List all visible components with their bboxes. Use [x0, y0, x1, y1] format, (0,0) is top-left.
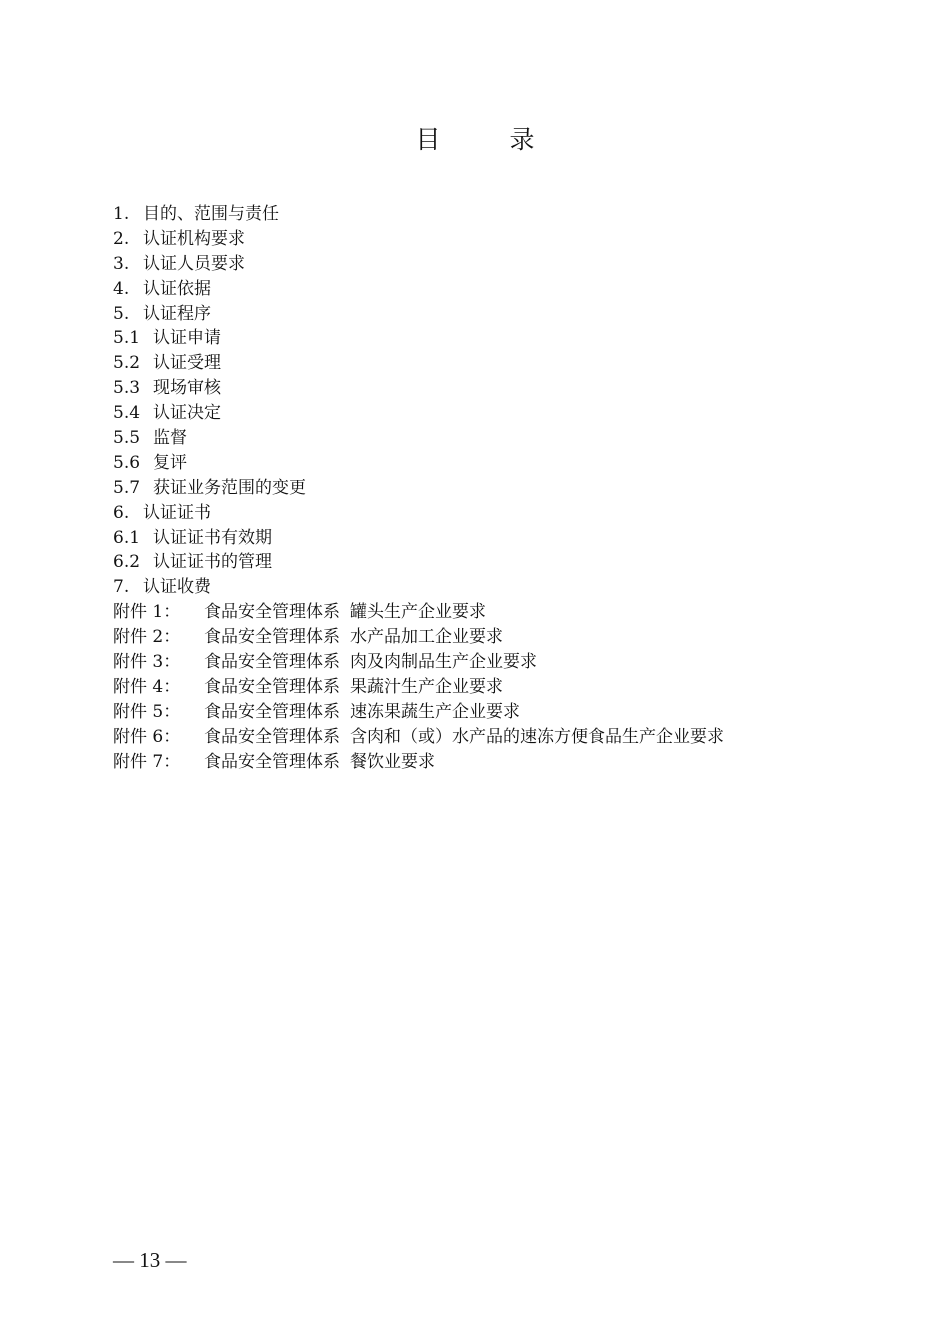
appendix-system: 食品安全管理体系	[204, 652, 340, 673]
appendix-entry	[113, 700, 873, 725]
appendix-title: 速冻果蔬生产企业要求	[350, 701, 520, 722]
entry-title: 认证证书的管理	[153, 552, 272, 573]
entry-number: 2.	[113, 228, 130, 249]
entry-title: 认证申请	[153, 328, 221, 349]
toc-entry	[113, 277, 873, 302]
toc-entry	[113, 326, 873, 351]
appendix-title: 果蔬汁生产企业要求	[350, 676, 503, 697]
toc-entry	[113, 302, 873, 327]
page-title: 目 录	[415, 125, 557, 154]
entry-number: 5.5	[113, 428, 141, 449]
entry-title: 认证程序	[143, 303, 211, 324]
appendix-label: 附件 3：	[113, 652, 181, 673]
appendix-title: 水产品加工企业要求	[350, 627, 503, 648]
toc-entry	[113, 550, 873, 575]
entry-number: 5.	[113, 303, 130, 324]
entry-number: 3.	[113, 253, 130, 274]
entry-title: 目的、范围与责任	[143, 204, 279, 224]
appendix-title: 罐头生产企业要求	[350, 602, 486, 623]
toc-entry	[113, 501, 873, 526]
entry-title: 认证依据	[143, 278, 211, 299]
appendix-entry	[113, 675, 873, 700]
entry-title: 认证证书有效期	[153, 527, 272, 548]
entry-number: 5.2	[113, 353, 141, 374]
entry-number: 5.7	[113, 477, 141, 498]
appendix-entry	[113, 725, 873, 750]
entry-number: 1.	[113, 204, 130, 224]
appendix-system: 食品安全管理体系	[204, 726, 340, 747]
entry-number: 4.	[113, 278, 130, 299]
appendix-system: 食品安全管理体系	[204, 751, 340, 772]
entry-title: 获证业务范围的变更	[153, 477, 306, 498]
appendix-label: 附件 6：	[113, 726, 181, 747]
page-number: — 13 —	[113, 1248, 187, 1272]
toc-entry	[113, 476, 873, 501]
appendix-entry	[113, 750, 873, 775]
entry-number: 5.6	[113, 452, 141, 473]
entry-number: 6.1	[113, 527, 141, 548]
entry-number: 5.3	[113, 378, 141, 399]
appendix-label: 附件 4：	[113, 676, 181, 697]
toc-entry	[113, 526, 873, 551]
appendix-title: 餐饮业要求	[350, 751, 435, 772]
entry-number: 6.	[113, 502, 130, 523]
appendix-system: 食品安全管理体系	[204, 676, 340, 697]
entry-title: 认证人员要求	[143, 253, 245, 274]
appendix-entry	[113, 650, 873, 675]
entry-title: 认证证书	[143, 502, 211, 523]
entry-title: 现场审核	[153, 378, 221, 399]
appendix-title: 含肉和（或）水产品的速冻方便食品生产企业要求	[350, 726, 724, 747]
table-of-contents	[113, 202, 873, 774]
toc-entry	[113, 451, 873, 476]
entry-number: 7.	[113, 577, 130, 598]
entry-title: 复评	[153, 452, 187, 473]
toc-entry	[113, 351, 873, 376]
appendix-label: 附件 5：	[113, 701, 181, 722]
toc-entry	[113, 227, 873, 252]
toc-entry	[113, 376, 873, 401]
toc-entry	[113, 575, 873, 600]
entry-title: 监督	[153, 428, 187, 449]
entry-title: 认证决定	[153, 403, 221, 424]
toc-entry	[113, 252, 873, 277]
appendix-entry	[113, 625, 873, 650]
appendix-system: 食品安全管理体系	[204, 701, 340, 722]
toc-entry	[113, 426, 873, 451]
appendix-system: 食品安全管理体系	[204, 602, 340, 623]
entry-number: 5.1	[113, 328, 141, 349]
entry-title: 认证受理	[153, 353, 221, 374]
toc-entry	[113, 202, 873, 227]
appendix-title: 肉及肉制品生产企业要求	[350, 652, 537, 673]
appendix-system: 食品安全管理体系	[204, 627, 340, 648]
entry-number: 6.2	[113, 552, 141, 573]
toc-entry	[113, 401, 873, 426]
appendix-entry	[113, 600, 873, 625]
entry-title: 认证机构要求	[143, 228, 245, 249]
appendix-label: 附件 7：	[113, 751, 181, 772]
appendix-label: 附件 1：	[113, 602, 181, 623]
entry-number: 5.4	[113, 403, 141, 424]
entry-title: 认证收费	[143, 577, 211, 598]
appendix-label: 附件 2：	[113, 627, 181, 648]
